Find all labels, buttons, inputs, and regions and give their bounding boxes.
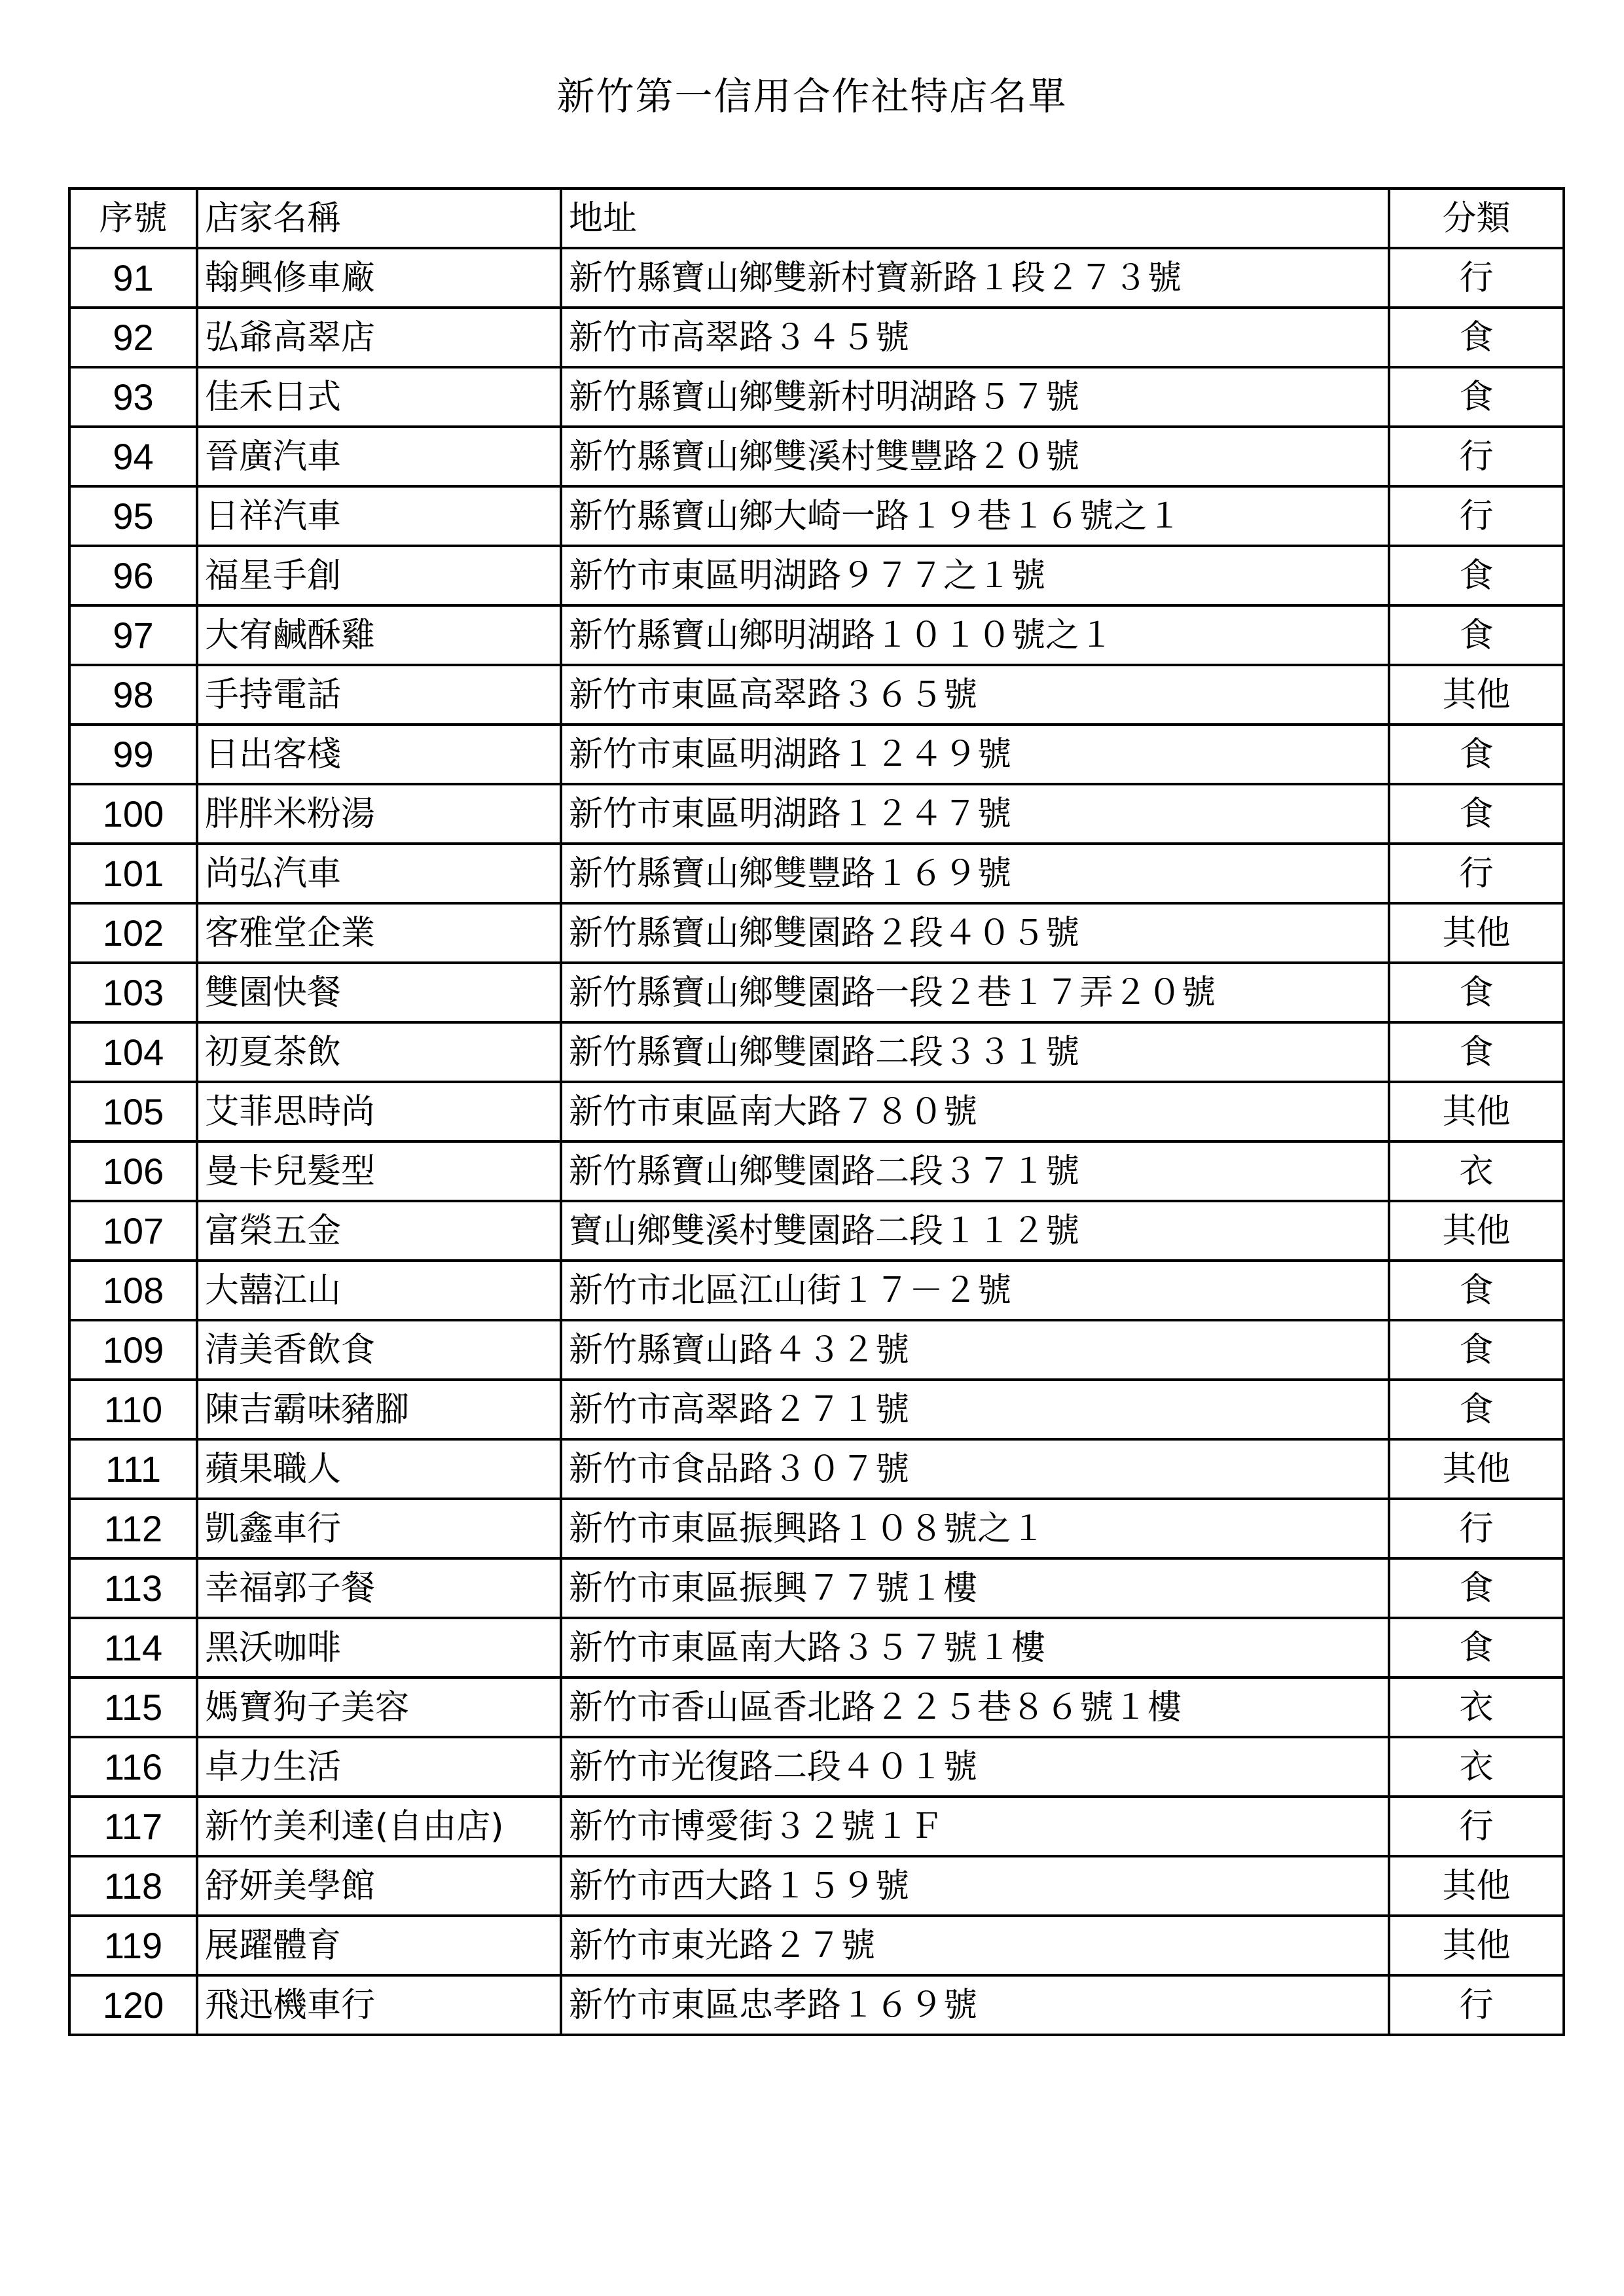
address-cell: 新竹市博愛街３２號１Ｆ	[561, 1797, 1389, 1856]
category-cell: 食	[1389, 605, 1564, 665]
address-cell: 新竹縣寶山路４３２號	[561, 1320, 1389, 1380]
table-row	[69, 1737, 1564, 1797]
table-row	[69, 1082, 1564, 1141]
table-row	[69, 1439, 1564, 1499]
serial-cell: 100	[69, 784, 197, 844]
address-cell: 寶山鄉雙溪村雙園路二段１１２號	[561, 1201, 1389, 1261]
category-cell: 衣	[1389, 1141, 1564, 1201]
serial-cell: 95	[69, 486, 197, 546]
store-name-cell: 晉廣汽車	[197, 427, 561, 486]
store-name-cell: 大囍江山	[197, 1261, 561, 1320]
table-row	[69, 1499, 1564, 1558]
category-cell: 食	[1389, 1320, 1564, 1380]
store-name-cell: 飛迅機車行	[197, 1975, 561, 2035]
address-cell: 新竹市光復路二段４０１號	[561, 1737, 1389, 1797]
document-title: 新竹第一信用合作社特店名單	[556, 74, 1068, 118]
address-cell: 新竹市西大路１５９號	[561, 1856, 1389, 1916]
category-cell: 其他	[1389, 1856, 1564, 1916]
table-row	[69, 665, 1564, 725]
store-name-cell: 舒妍美學館	[197, 1856, 561, 1916]
category-cell: 衣	[1389, 1677, 1564, 1737]
table-row	[69, 784, 1564, 844]
address-cell: 新竹縣寶山鄉雙新村明湖路５７號	[561, 367, 1389, 427]
table-row	[69, 248, 1564, 308]
category-cell: 行	[1389, 427, 1564, 486]
address-cell: 新竹市東區南大路３５７號１樓	[561, 1618, 1389, 1677]
serial-cell: 108	[69, 1261, 197, 1320]
category-cell: 食	[1389, 725, 1564, 784]
store-name-cell: 蘋果職人	[197, 1439, 561, 1499]
serial-cell: 101	[69, 844, 197, 903]
store-name-cell: 卓力生活	[197, 1737, 561, 1797]
address-cell: 新竹市東區忠孝路１６９號	[561, 1975, 1389, 2035]
store-name-cell: 尚弘汽車	[197, 844, 561, 903]
address-cell: 新竹縣寶山鄉雙園路２段４０５號	[561, 903, 1389, 963]
table-row	[69, 1618, 1564, 1677]
table-row	[69, 546, 1564, 605]
category-cell: 行	[1389, 486, 1564, 546]
store-name-cell: 黑沃咖啡	[197, 1618, 561, 1677]
table-row	[69, 605, 1564, 665]
store-name-cell: 雙園快餐	[197, 963, 561, 1022]
category-cell: 食	[1389, 1261, 1564, 1320]
store-name-cell: 客雅堂企業	[197, 903, 561, 963]
table-row	[69, 1558, 1564, 1618]
serial-cell: 104	[69, 1022, 197, 1082]
table-row	[69, 1677, 1564, 1737]
serial-cell: 99	[69, 725, 197, 784]
address-cell: 新竹縣寶山鄉雙豐路１６９號	[561, 844, 1389, 903]
address-cell: 新竹市東區高翠路３６５號	[561, 665, 1389, 725]
serial-cell: 116	[69, 1737, 197, 1797]
table-row	[69, 486, 1564, 546]
serial-cell: 111	[69, 1439, 197, 1499]
store-name-cell: 翰興修車廠	[197, 248, 561, 308]
serial-cell: 106	[69, 1141, 197, 1201]
serial-cell: 92	[69, 308, 197, 367]
store-name-cell: 艾菲思時尚	[197, 1082, 561, 1141]
serial-cell: 107	[69, 1201, 197, 1261]
category-cell: 衣	[1389, 1737, 1564, 1797]
address-cell: 新竹市東區明湖路９７７之１號	[561, 546, 1389, 605]
serial-cell: 103	[69, 963, 197, 1022]
category-cell: 食	[1389, 546, 1564, 605]
serial-cell: 105	[69, 1082, 197, 1141]
serial-cell: 97	[69, 605, 197, 665]
table-row	[69, 308, 1564, 367]
address-cell: 新竹縣寶山鄉大崎一路１９巷１６號之１	[561, 486, 1389, 546]
category-cell: 其他	[1389, 1201, 1564, 1261]
table-row	[69, 844, 1564, 903]
store-name-cell: 大宥鹹酥雞	[197, 605, 561, 665]
category-cell: 行	[1389, 1797, 1564, 1856]
address-cell: 新竹市高翠路３４５號	[561, 308, 1389, 367]
table-header-row	[69, 188, 1564, 248]
store-name-cell: 福星手創	[197, 546, 561, 605]
serial-cell: 102	[69, 903, 197, 963]
store-name-cell: 陳吉霸味豬腳	[197, 1380, 561, 1439]
store-name-cell: 手持電話	[197, 665, 561, 725]
store-name-cell: 日出客棧	[197, 725, 561, 784]
category-cell: 其他	[1389, 1439, 1564, 1499]
address-cell: 新竹市東光路２７號	[561, 1916, 1389, 1975]
table-row	[69, 1380, 1564, 1439]
category-cell: 其他	[1389, 1916, 1564, 1975]
address-cell: 新竹縣寶山鄉雙園路二段３７１號	[561, 1141, 1389, 1201]
table-row	[69, 1141, 1564, 1201]
address-cell: 新竹市北區江山街１７－２號	[561, 1261, 1389, 1320]
serial-cell: 117	[69, 1797, 197, 1856]
category-cell: 行	[1389, 844, 1564, 903]
serial-cell: 114	[69, 1618, 197, 1677]
category-cell: 食	[1389, 308, 1564, 367]
address-cell: 新竹縣寶山鄉明湖路１０１０號之１	[561, 605, 1389, 665]
address-cell: 新竹縣寶山鄉雙園路二段３３１號	[561, 1022, 1389, 1082]
address-cell: 新竹縣寶山鄉雙新村寶新路１段２７３號	[561, 248, 1389, 308]
table-row	[69, 1856, 1564, 1916]
category-cell: 其他	[1389, 1082, 1564, 1141]
serial-cell: 93	[69, 367, 197, 427]
header-category: 分類	[1389, 188, 1564, 248]
address-cell: 新竹市東區明湖路１２４９號	[561, 725, 1389, 784]
store-name-cell: 富榮五金	[197, 1201, 561, 1261]
store-name-cell: 胖胖米粉湯	[197, 784, 561, 844]
category-cell: 行	[1389, 1975, 1564, 2035]
table-row	[69, 367, 1564, 427]
address-cell: 新竹市食品路３０７號	[561, 1439, 1389, 1499]
table-row	[69, 1916, 1564, 1975]
store-name-cell: 清美香飲食	[197, 1320, 561, 1380]
serial-cell: 96	[69, 546, 197, 605]
category-cell: 食	[1389, 963, 1564, 1022]
store-name-cell: 新竹美利達(自由店)	[197, 1797, 561, 1856]
header-serial: 序號	[69, 188, 197, 248]
store-name-cell: 展躍體育	[197, 1916, 561, 1975]
table-row	[69, 1320, 1564, 1380]
address-cell: 新竹市高翠路２７１號	[561, 1380, 1389, 1439]
serial-cell: 113	[69, 1558, 197, 1618]
category-cell: 其他	[1389, 903, 1564, 963]
category-cell: 食	[1389, 1380, 1564, 1439]
address-cell: 新竹市東區振興７７號１樓	[561, 1558, 1389, 1618]
category-cell: 食	[1389, 367, 1564, 427]
category-cell: 行	[1389, 248, 1564, 308]
serial-cell: 98	[69, 665, 197, 725]
address-cell: 新竹市東區南大路７８０號	[561, 1082, 1389, 1141]
store-name-cell: 佳禾日式	[197, 367, 561, 427]
serial-cell: 94	[69, 427, 197, 486]
category-cell: 食	[1389, 1022, 1564, 1082]
serial-cell: 115	[69, 1677, 197, 1737]
category-cell: 食	[1389, 784, 1564, 844]
table-row	[69, 725, 1564, 784]
serial-cell: 110	[69, 1380, 197, 1439]
table-row	[69, 1261, 1564, 1320]
address-cell: 新竹縣寶山鄉雙園路一段２巷１７弄２０號	[561, 963, 1389, 1022]
store-name-cell: 媽寶狗子美容	[197, 1677, 561, 1737]
address-cell: 新竹市東區振興路１０８號之１	[561, 1499, 1389, 1558]
store-name-cell: 曼卡兒髮型	[197, 1141, 561, 1201]
store-name-cell: 凱鑫車行	[197, 1499, 561, 1558]
table-row	[69, 1975, 1564, 2035]
table-row	[69, 1201, 1564, 1261]
store-name-cell: 日祥汽車	[197, 486, 561, 546]
table-row	[69, 1797, 1564, 1856]
table-row	[69, 963, 1564, 1022]
address-cell: 新竹市香山區香北路２２５巷８６號１樓	[561, 1677, 1389, 1737]
serial-cell: 119	[69, 1916, 197, 1975]
serial-cell: 91	[69, 248, 197, 308]
table-row	[69, 427, 1564, 486]
store-name-cell: 弘爺高翠店	[197, 308, 561, 367]
serial-cell: 120	[69, 1975, 197, 2035]
table-row	[69, 1022, 1564, 1082]
header-address: 地址	[561, 188, 1389, 248]
category-cell: 食	[1389, 1618, 1564, 1677]
serial-cell: 112	[69, 1499, 197, 1558]
store-name-cell: 初夏茶飲	[197, 1022, 561, 1082]
serial-cell: 109	[69, 1320, 197, 1380]
address-cell: 新竹市東區明湖路１２４７號	[561, 784, 1389, 844]
header-store-name: 店家名稱	[197, 188, 561, 248]
store-name-cell: 幸福郭子餐	[197, 1558, 561, 1618]
category-cell: 其他	[1389, 665, 1564, 725]
merchant-table	[68, 187, 1565, 2036]
category-cell: 食	[1389, 1558, 1564, 1618]
address-cell: 新竹縣寶山鄉雙溪村雙豐路２０號	[561, 427, 1389, 486]
category-cell: 行	[1389, 1499, 1564, 1558]
serial-cell: 118	[69, 1856, 197, 1916]
table-row	[69, 903, 1564, 963]
